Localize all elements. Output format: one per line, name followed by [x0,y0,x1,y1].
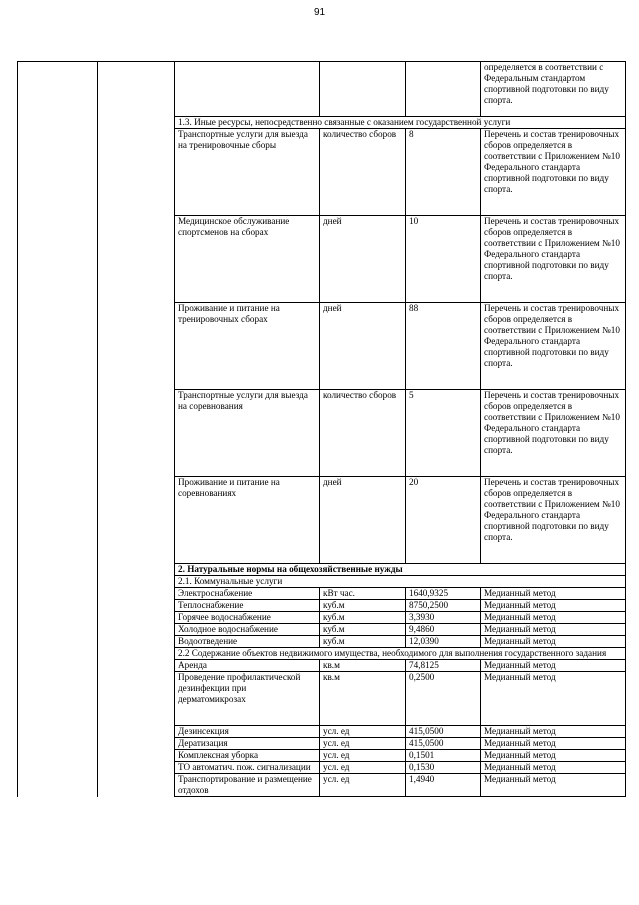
note-cell: Медианный метод [481,660,626,672]
value-cell: 3,3930 [406,612,481,624]
note-cell: Медианный метод [481,600,626,612]
value-cell: 74,8125 [406,660,481,672]
section-title: 2.2 Содержание объектов недвижимого имущества, необходимого для выполнения государственного задания [175,648,626,660]
table-row [18,62,626,117]
unit-cell: кв.м [320,660,406,672]
unit-cell: кВт час. [320,588,406,600]
unit-cell: дней [320,303,406,390]
table-cell [406,62,481,117]
unit-cell: дней [320,216,406,303]
note-cell: Перечень и состав тренировочных сборов определяется в соответствии с Приложением №10 Федерального стандарта спортивной подготовки по виду спорта. [481,129,626,216]
resource-name-cell: Проведение профилактической дезинфекции при дерматомикрозах [175,672,320,726]
note-cell: Медианный метод [481,726,626,738]
value-cell: 415,0500 [406,738,481,750]
resource-name-cell: Водоотведение [175,636,320,648]
unit-cell: количество сборов [320,129,406,216]
note-cell: Медианный метод [481,636,626,648]
resource-name-cell: Дезинсекция [175,726,320,738]
unit-cell: усл. ед [320,726,406,738]
resource-name-cell: ТО автоматич. пож. сигнализации [175,762,320,774]
resource-name-cell: Транспортные услуги для выезда на соревнования [175,390,320,477]
note-cell: Перечень и состав тренировочных сборов определяется в соответствии с Приложением №10 Федерального стандарта спортивной подготовки по виду спорта. [481,477,626,564]
note-cell: определяется в соответствии с Федеральным стандартом спортивной подготовки по виду спорта. [481,62,626,117]
resource-name-cell: Комплексная уборка [175,750,320,762]
resource-name-cell: Проживание и питание на соревнованиях [175,477,320,564]
resource-name-cell: Транспортные услуги для выезда на тренировочные сборы [175,129,320,216]
value-cell: 1,4940 [406,774,481,797]
section-title: 2.1. Коммунальные услуги [175,576,626,588]
resource-name-cell: Аренда [175,660,320,672]
value-cell: 5 [406,390,481,477]
resource-name-cell: Дератизация [175,738,320,750]
value-cell: 1640,9325 [406,588,481,600]
note-cell: Перечень и состав тренировочных сборов определяется в соответствии с Приложением №10 Федерального стандарта спортивной подготовки по виду спорта. [481,216,626,303]
page-number: 91 [313,7,326,18]
value-cell: 10 [406,216,481,303]
unit-cell: количество сборов [320,390,406,477]
resource-name-cell: Транспортирование и размещение отдохов [175,774,320,797]
note-cell: Медианный метод [481,750,626,762]
note-cell: Медианный метод [481,612,626,624]
resource-name-cell: Холодное водоснабжение [175,624,320,636]
value-cell: 12,0390 [406,636,481,648]
note-cell: Перечень и состав тренировочных сборов определяется в соответствии с Приложением №10 Федерального стандарта спортивной подготовки по виду спорта. [481,303,626,390]
empty-cell [18,62,98,797]
unit-cell: куб.м [320,600,406,612]
value-cell: 415,0500 [406,726,481,738]
note-cell: Медианный метод [481,588,626,600]
resource-name-cell: Горячее водоснабжение [175,612,320,624]
unit-cell: дней [320,477,406,564]
note-cell: Медианный метод [481,624,626,636]
value-cell: 0,1530 [406,762,481,774]
note-cell: Медианный метод [481,738,626,750]
value-cell: 8750,2500 [406,600,481,612]
note-cell: Медианный метод [481,762,626,774]
note-cell: Медианный метод [481,672,626,726]
unit-cell: усл. ед [320,750,406,762]
unit-cell: усл. ед [320,738,406,750]
empty-cell [98,62,175,797]
section-title: 1.3. Иные ресурсы, непосредственно связанные с оказанием государственной услуги [175,117,626,129]
unit-cell: куб.м [320,636,406,648]
resource-name-cell: Теплоснабжение [175,600,320,612]
section-title: 2. Натуральные нормы на общехозяйственные нужды [175,564,626,576]
resource-name-cell: Электроснабжение [175,588,320,600]
value-cell: 0,2500 [406,672,481,726]
note-cell: Медианный метод [481,774,626,797]
table-cell [175,62,320,117]
value-cell: 20 [406,477,481,564]
value-cell: 88 [406,303,481,390]
unit-cell: усл. ед [320,762,406,774]
unit-cell: куб.м [320,612,406,624]
resource-name-cell: Медицинское обслуживание спортсменов на сборах [175,216,320,303]
resource-name-cell: Проживание и питание на тренировочных сборах [175,303,320,390]
value-cell: 0,1501 [406,750,481,762]
note-cell: Перечень и состав тренировочных сборов определяется в соответствии с Приложением №10 Федерального стандарта спортивной подготовки по виду спорта. [481,390,626,477]
value-cell: 9,4860 [406,624,481,636]
unit-cell: кв.м [320,672,406,726]
resource-norms-table [17,61,626,797]
table-cell [320,62,406,117]
value-cell: 8 [406,129,481,216]
unit-cell: усл. ед [320,774,406,797]
unit-cell: куб.м [320,624,406,636]
